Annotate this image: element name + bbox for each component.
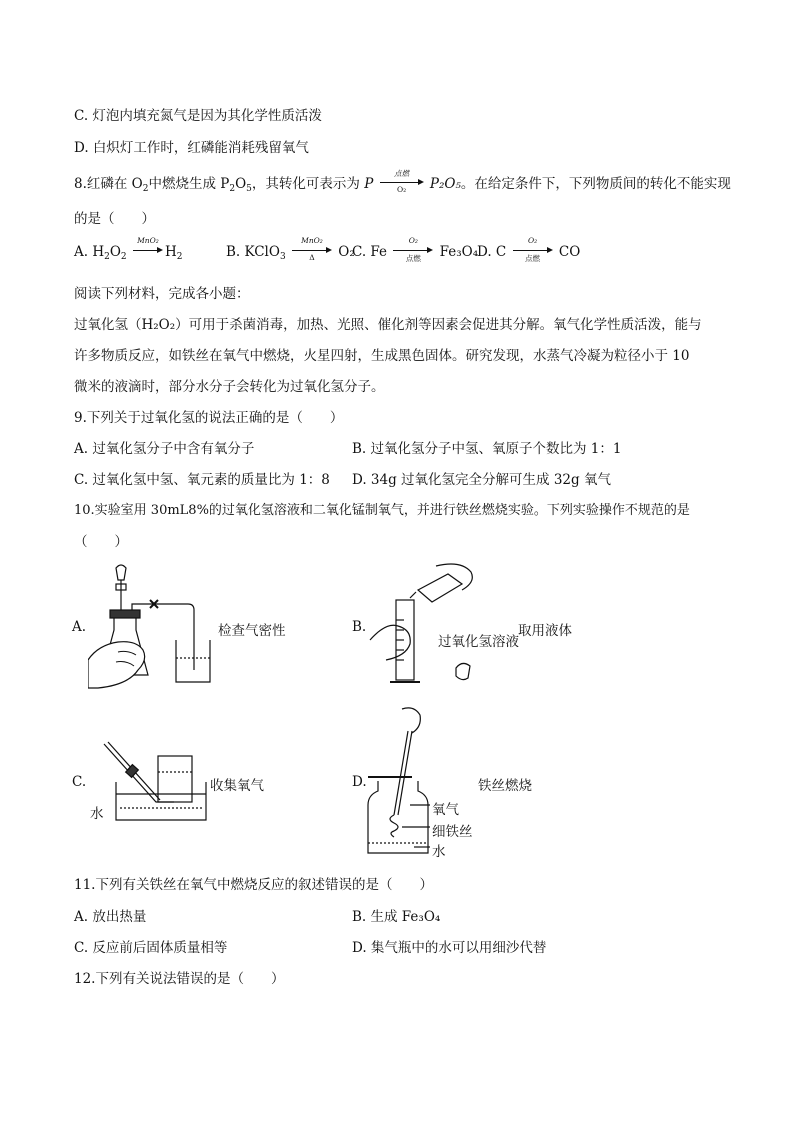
- figure-d-water-label: 水: [432, 844, 446, 860]
- figure-b-bottle-label: 过氧化氢溶液: [438, 634, 519, 650]
- q11-option-a: A. 放出热量: [74, 909, 147, 925]
- question-10: 10.实验室用 30mL8%的过氧化氢溶液和二氧化锰制氧气，并进行铁丝燃烧实验。下列实验操作不规范的是: [74, 503, 690, 518]
- q8-option-c: C. Fe O₂ 点燃 Fe₃O₄: [352, 236, 479, 263]
- question-9: 9.下列关于过氧化氢的说法正确的是（ ）: [74, 410, 344, 426]
- figure-a-letter: A.: [72, 619, 87, 635]
- q9-option-d: D. 34g 过氧化氢完全分解可生成 32g 氧气: [352, 472, 611, 488]
- q8-option-d: D. C O₂ 点燃 CO: [477, 236, 581, 263]
- figure-b-letter: B.: [352, 619, 367, 635]
- figure-d-wire-label: 细铁丝: [432, 824, 473, 840]
- figure-d-oxygen-label: 氧气: [432, 802, 459, 818]
- question-10-paren: （ ）: [74, 534, 128, 550]
- figure-d-caption: 铁丝燃烧: [478, 778, 532, 794]
- figure-c-letter: C.: [72, 774, 87, 790]
- figure-b-caption: 取用液体: [518, 623, 572, 639]
- question-12: 12.下列有关说法错误的是（ ）: [74, 971, 285, 987]
- reading-intro: 阅读下列材料，完成各小题：: [74, 286, 250, 302]
- figure-a-caption: 检查气密性: [218, 623, 286, 639]
- option-d-text: D. 白炽灯工作时，红磷能消耗残留氧气: [74, 140, 309, 156]
- q9-option-c: C. 过氧化氢中氢、氧元素的质量比为 1：8: [74, 472, 330, 488]
- figure-c-apparatus: [98, 730, 208, 825]
- q8-option-b: B. KClO$_3$ MnO₂ Δ O₂: [226, 236, 355, 262]
- q11-option-d: D. 集气瓶中的水可以用细沙代替: [352, 940, 547, 956]
- material-line-1: 过氧化氢（H₂O₂）可用于杀菌消毒，加热、光照、催化剂等因素会促进其分解。氧气化学性质活泼，能与: [74, 317, 702, 333]
- q11-option-b: B. 生成 Fe₃O₄: [352, 909, 441, 925]
- question-8: 8.红磷在 $O_2$中燃烧生成 $P_2O_5$，其转化可表示为 P 点燃 O₂ P₂O₅。在给定条件下，下列物质间的转化不能实现: [74, 169, 731, 194]
- figure-a-apparatus: [88, 560, 213, 690]
- q9-option-b: B. 过氧化氢分子中氢、氧原子个数比为 1：1: [352, 441, 622, 457]
- material-line-2: 许多物质反应，如铁丝在氧气中燃烧，火星四射，生成黑色固体。研究发现，水蒸气冷凝为粒径小于 10: [74, 348, 690, 364]
- figure-b-apparatus: [366, 560, 481, 690]
- material-line-3: 微米的液滴时，部分水分子会转化为过氧化氢分子。: [74, 379, 385, 395]
- formula-p: P: [364, 176, 374, 192]
- figure-c-caption: 收集氧气: [210, 778, 264, 794]
- conversion-arrow: 点燃 O₂: [380, 176, 424, 190]
- question-11: 11.下列有关铁丝在氧气中燃烧反应的叙述错误的是（ ）: [74, 877, 433, 893]
- figure-c-water-label: 水: [90, 806, 104, 822]
- figure-d-apparatus: [364, 705, 434, 860]
- formula-p2o5: P₂O₅: [429, 176, 461, 192]
- option-c-text: C. 灯泡内填充氮气是因为其化学性质活泼: [74, 108, 322, 124]
- figure-d-letter: D.: [352, 774, 367, 790]
- q11-option-c: C. 反应前后固体质量相等: [74, 940, 228, 956]
- q9-option-a: A. 过氧化氢分子中含有氧分子: [74, 441, 255, 457]
- question-8-cont: 的是（ ）: [74, 211, 155, 227]
- q8-option-a: A. $H_2O_2$ MnO₂ $H_2$: [74, 236, 183, 262]
